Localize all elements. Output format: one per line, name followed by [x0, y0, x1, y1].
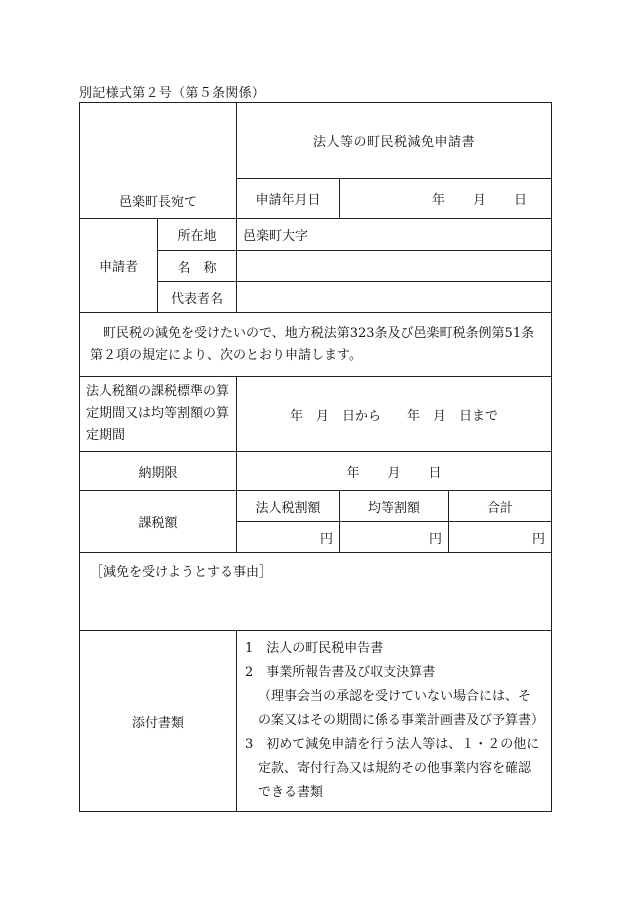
- application-date-field[interactable]: [340, 179, 552, 219]
- corporate-tax-header: 法人税割額: [237, 491, 340, 522]
- application-statement: 町民税の減免を受けたいので、地方税法第323条及び邑楽町税条例第51条第２項の規定により、次のとおり申請します。: [80, 313, 552, 377]
- attachments-label: 添付書類: [80, 631, 237, 812]
- total-header: 合計: [449, 491, 552, 522]
- name-field[interactable]: [237, 251, 552, 282]
- addressee: 邑楽町長宛て: [80, 103, 237, 219]
- date-month: 月: [473, 193, 487, 208]
- period-field[interactable]: 年 月 日から 年 月 日まで: [237, 377, 552, 452]
- period-label: 法人税額の課税標準の算定期間又は均等割額の算定期間: [80, 377, 237, 452]
- total-field[interactable]: 円: [449, 522, 552, 553]
- attachment-item: 1 法人の町民税申告書: [245, 641, 384, 656]
- reason-field[interactable]: [80, 553, 552, 631]
- due-date-label: 納期限: [80, 452, 237, 491]
- due-date-field[interactable]: [237, 452, 552, 491]
- address-field[interactable]: 邑楽町大字: [237, 219, 552, 251]
- tax-amount-label: 課税額: [80, 491, 237, 553]
- form-title: 法人等の町民税減免申請書: [237, 103, 552, 179]
- attachment-item: 3 初めて減免申請を行う法人等は、１・２の他に定款、寄付行為又は規約その他事業内容を確認できる書類: [245, 737, 540, 800]
- attachments-list: [237, 631, 552, 812]
- due-month: 月: [387, 465, 401, 481]
- application-form: [79, 102, 552, 812]
- name-label: 名 称: [158, 251, 237, 282]
- representative-field[interactable]: [237, 282, 552, 313]
- application-date-label: 申請年月日: [237, 179, 340, 219]
- attachment-item: 2 事業所報告書及び収支決算書: [245, 665, 436, 680]
- address-label: 所在地: [158, 219, 237, 251]
- per-capita-tax-header: 均等割額: [340, 491, 449, 522]
- date-year: 年: [432, 193, 446, 208]
- per-capita-tax-field[interactable]: 円: [340, 522, 449, 553]
- applicant-label: 申請者: [80, 219, 158, 313]
- date-day: 日: [514, 193, 528, 208]
- representative-label: 代表者名: [158, 282, 237, 313]
- due-day: 日: [428, 465, 442, 481]
- reason-label: ［減免を受けようとする事由］: [90, 565, 273, 580]
- form-caption: 別記様式第２号（第５条関係）: [79, 86, 266, 101]
- corporate-tax-field[interactable]: 円: [237, 522, 340, 553]
- due-year: 年: [346, 465, 360, 481]
- attachment-item-note: （理事会当の承認を受けていない場合には、その案又はその期間に係る事業計画書及び予算書）: [258, 689, 545, 728]
